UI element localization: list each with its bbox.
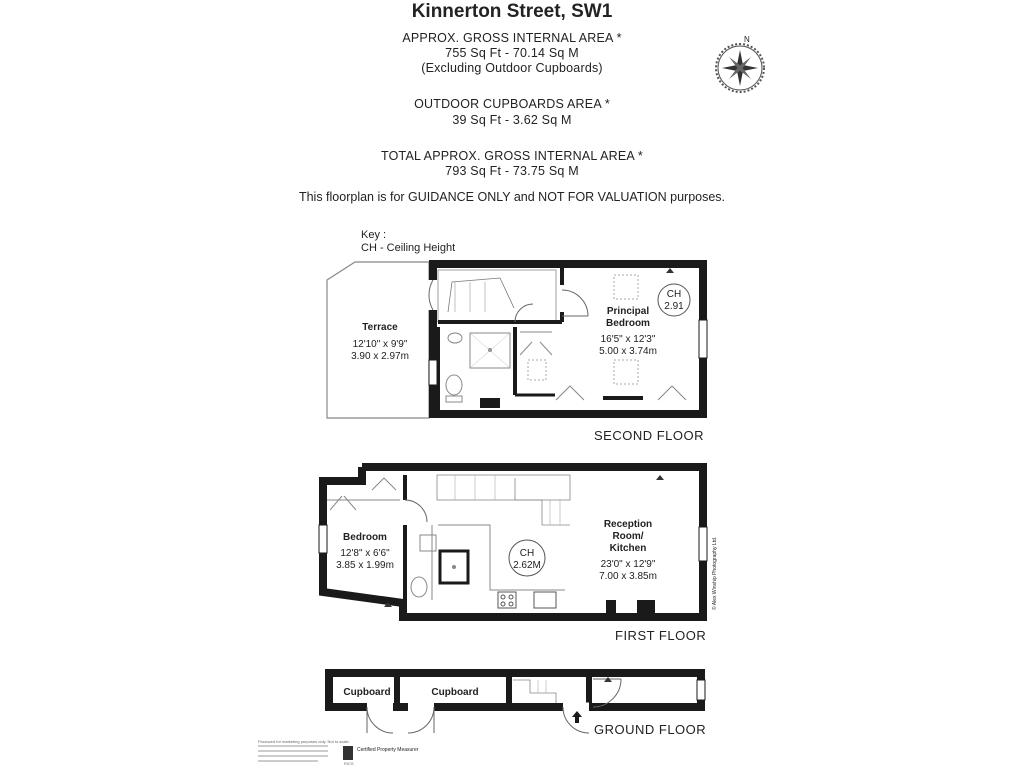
second-floor-ch-value: 2.91: [664, 301, 684, 312]
plan-title: Kinnerton Street, SW1: [411, 1, 613, 22]
principal-bedroom-name-2: Bedroom: [606, 318, 650, 329]
principal-bedroom-metric: 5.00 x 3.74m: [599, 346, 657, 357]
area-internal-label: APPROX. GROSS INTERNAL AREA *: [402, 31, 622, 45]
compass-north-text: N: [744, 35, 750, 44]
cupboard-2-label: Cupboard: [431, 687, 479, 698]
copyright-text: © Alex Winship Photography Ltd.: [712, 536, 718, 610]
guidance-disclaimer: This floorplan is for GUIDANCE ONLY and NOT FOR VALUATION purposes.: [298, 190, 726, 204]
cupboard-1-label: Cupboard: [343, 687, 391, 698]
rics-badge-icon: [343, 746, 419, 766]
second-floor-label: SECOND FLOOR: [594, 428, 705, 443]
first-floor-ch-value: 2.62M: [513, 560, 541, 571]
bedroom-metric: 3.85 x 1.99m: [336, 560, 394, 571]
first-floor-ch-label: CH: [519, 548, 535, 559]
terrace-metric: 3.90 x 2.97m: [351, 351, 409, 362]
ground-floor-label: GROUND FLOOR: [594, 722, 707, 737]
second-floor-ch-label: CH: [666, 289, 682, 300]
rics-badge-text: Certified Property Measurer: [357, 747, 419, 753]
reception-name-3: Kitchen: [609, 543, 647, 554]
reception-name-2: Room/: [612, 531, 644, 542]
principal-bedroom-name-1: Principal: [606, 306, 650, 317]
terrace-imperial: 12'10" x 9'9": [352, 339, 408, 350]
ground-floor-plan: [329, 673, 705, 733]
entrance-arrow-icon: [572, 711, 582, 723]
key-title: Key :: [361, 229, 387, 241]
footer-fine-print: Produced for marketing purposes only. Not to scale.: [258, 739, 350, 744]
area-internal-note: (Excluding Outdoor Cupboards): [421, 61, 603, 75]
rics-badge-short: RICS: [344, 761, 354, 766]
compass-rose-icon: [716, 35, 764, 92]
footer-disclaimer-block: [258, 739, 350, 762]
principal-bedroom-imperial: 16'5" x 12'3": [600, 334, 656, 345]
first-floor-label: FIRST FLOOR: [615, 628, 707, 643]
key-ceiling-height: CH - Ceiling Height: [361, 242, 456, 254]
bedroom-imperial: 12'8" x 6'6": [340, 548, 390, 559]
area-total-value: 793 Sq Ft - 73.75 Sq M: [445, 164, 579, 178]
reception-imperial: 23'0" x 12'9": [600, 559, 656, 570]
terrace-name: Terrace: [362, 322, 398, 333]
reception-name-1: Reception: [603, 519, 653, 530]
reception-metric: 7.00 x 3.85m: [599, 571, 657, 582]
area-cupboards-value: 39 Sq Ft - 3.62 Sq M: [452, 113, 572, 127]
bedroom-name: Bedroom: [343, 532, 387, 543]
area-total-label: TOTAL APPROX. GROSS INTERNAL AREA *: [381, 149, 643, 163]
area-cupboards-label: OUTDOOR CUPBOARDS AREA *: [414, 97, 610, 111]
area-internal-value: 755 Sq Ft - 70.14 Sq M: [445, 46, 579, 60]
second-floor-outer-wall: [433, 264, 703, 414]
